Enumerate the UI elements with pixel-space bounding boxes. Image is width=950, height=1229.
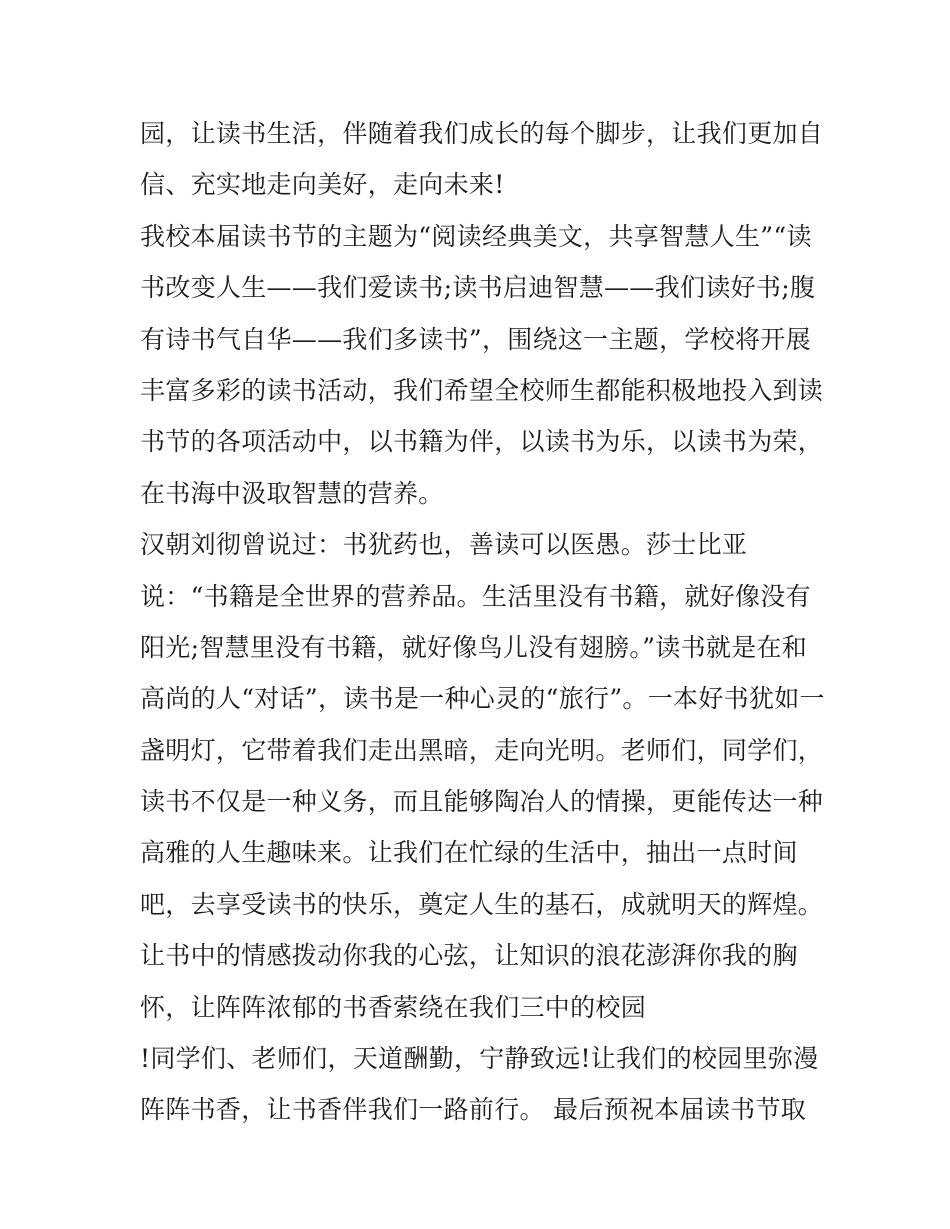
text-line: 丰富多彩的读书活动，我们希望全校师生都能积极地投入到读 — [140, 375, 824, 405]
text-line: 说：“书籍是全世界的营养品。生活里没有书籍，就好像没有 — [140, 581, 811, 611]
text-line: 读书不仅是一种义务，而且能够陶冶人的情操，更能传达一种 — [140, 787, 824, 817]
text-line: 园，让读书生活，伴随着我们成长的每个脚步，让我们更加自 — [140, 119, 824, 148]
text-line: 高尚的人“对话”，读书是一种心灵的“旅行”。一本好书犹如一 — [140, 684, 825, 714]
text-line: 阳光;智慧里没有书籍，就好像鸟儿没有翅膀。”读书就是在和 — [140, 632, 808, 662]
text-line: 阵阵书香，让书香伴我们一路前行。 最后预祝本届读书节取 — [140, 1095, 807, 1125]
text-line: 书改变人生——我们爱读书;读书启迪智慧——我们读好书;腹 — [140, 273, 816, 303]
text-line: 我校本届读书节的主题为“阅读经典美文，共享智慧人生”“读 — [140, 221, 812, 251]
body-text — [140, 108, 830, 1136]
text-line: 信、充实地走向美好，走向未来! — [140, 170, 505, 200]
text-line: 书节的各项活动中，以书籍为伴，以读书为乐，以读书为荣， — [140, 427, 824, 457]
text-line: 怀，让阵阵浓郁的书香萦绕在我们三中的校园 — [140, 992, 647, 1022]
text-line: 让书中的情感拨动你我的心弦，让知识的浪花澎湃你我的胸 — [140, 941, 798, 971]
text-line: 有诗书气自华——我们多读书”，围绕这一主题，学校将开展 — [140, 324, 811, 354]
text-line: 盏明灯，它带着我们走出黑暗，走向光明。老师们，同学们， — [140, 735, 824, 765]
text-line: 高雅的人生趣味来。让我们在忙绿的生活中，抽出一点时间 — [140, 838, 798, 868]
text-line: 吧，去享受读书的快乐，奠定人生的基石，成就明天的辉煌。 — [140, 889, 824, 919]
text-line: 在书海中汲取智慧的营养。 — [140, 478, 444, 508]
text-line: !同学们、老师们，天道酬勤，宁静致远!让我们的校园里弥漫 — [140, 1044, 819, 1074]
text-line: 汉朝刘彻曾说过：书犹药也，善读可以医愚。莎士比亚 — [140, 530, 748, 560]
